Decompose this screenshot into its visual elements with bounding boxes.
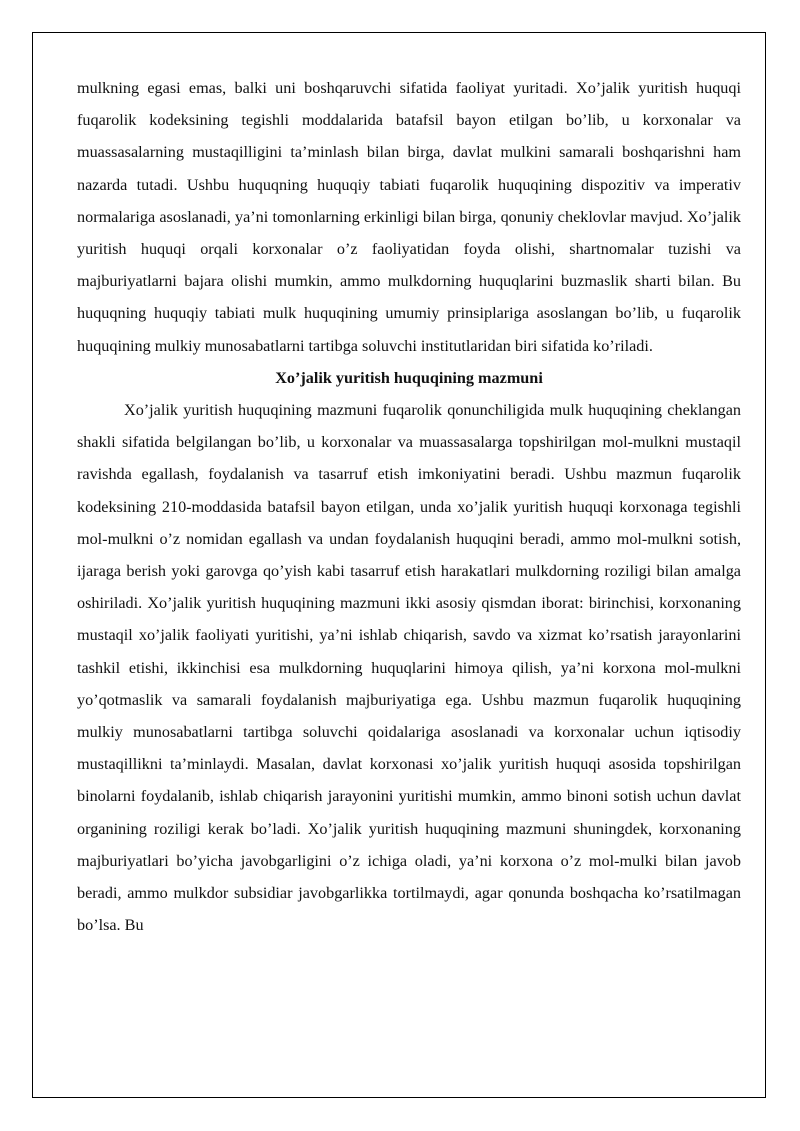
section-heading: Xo’jalik yuritish huquqining mazmuni: [275, 368, 543, 387]
paragraph-content: Xo’jalik yuritish huquqining mazmuni fuqarolik qonunchiligida mulk huquqining cheklangan shakli sifatida belgilangan bo’lib, u korxonalar va muassasalarga topshirilgan mol-mulkni mustaqil ravishda egallash, foydalanish va tasarruf etish imkoniyatini beradi. Ushbu mazmun fuqarolik kodeksining 210-moddasida batafsil bayon etilgan, unda xo’jalik yuritish huquqi korxonaga tegishli mol-mulkni o’z nomidan egallash va undan foydalanish huquqini beradi, ammo mol-mulkni sotish, ijaraga berish yoki garovga qo’yish kabi tasarruf etish harakatlari mulkdorning roziligi bilan amalga oshiriladi. Xo’jalik yuritish huquqining mazmuni ikki asosiy qismdan iborat: birinchisi, korxonaning mustaqil xo’jalik faoliyati yuritishi, ya’ni ishlab chiqarish, savdo va xizmat ko’rsatish jarayonlarini tashkil etishi, ikkinchisi esa mulkdorning huquqlarini himoya qilish, ya’ni korxona mol-mulkni yo’qotmaslik va samarali foydalanish majburiyatiga ega. Ushbu mazmun fuqarolik huquqining mulkiy munosabatlarni tartibga soluvchi qoidalariga asoslanadi va korxonalar uchun iqtisodiy mustaqillikni ta’minlaydi. Masalan, davlat korxonasi xo’jalik yuritish huquqi asosida topshirilgan binolarni foydalanib, ishlab chiqarish jarayonini yuritishi mumkin, ammo binoni sotish uchun davlat organining roziligi kerak bo’ladi. Xo’jalik yuritish huquqining mazmuni shuningdek, korxonaning majburiyatlari bo’yicha javobgarligini o’z ichiga oladi, ya’ni korxona o’z mol-mulki bilan javob beradi, ammo mulkdor subsidiar javobgarlikka tortilmaydi, agar qonunda boshqacha ko’rsatilmagan bo’lsa. Bu: [77, 401, 741, 935]
document-body: [77, 72, 741, 941]
paragraph-continued: mulkning egasi emas, balki uni boshqaruvchi sifatida faoliyat yuritadi. Xo’jalik yuritish huquqi fuqarolik kodeksining tegishli moddalarida batafsil bayon etilgan bo’lib, u korxonalar va muassasalarning mustaqilligini ta’minlash bilan birga, davlat mulkini samarali boshqarishni ham nazarda tutadi. Ushbu huquqning huquqiy tabiati fuqarolik huquqining dispozitiv va imperativ normalariga asoslanadi, ya’ni tomonlarning erkinligi bilan birga, qonuniy cheklovlar mavjud. Xo’jalik yuritish huquqi orqali korxonalar o’z faoliyatidan foyda olishi, shartnomalar tuzishi va majburiyatlarni bajara olishi mumkin, ammo mulkdorning huquqlarini buzmaslik sharti bilan. Bu huquqning huquqiy tabiati mulk huquqining umumiy prinsiplariga asoslangan bo’lib, u fuqarolik huquqining mulkiy munosabatlarni tartibga soluvchi institutlaridan biri sifatida ko’riladi.: [77, 79, 741, 355]
